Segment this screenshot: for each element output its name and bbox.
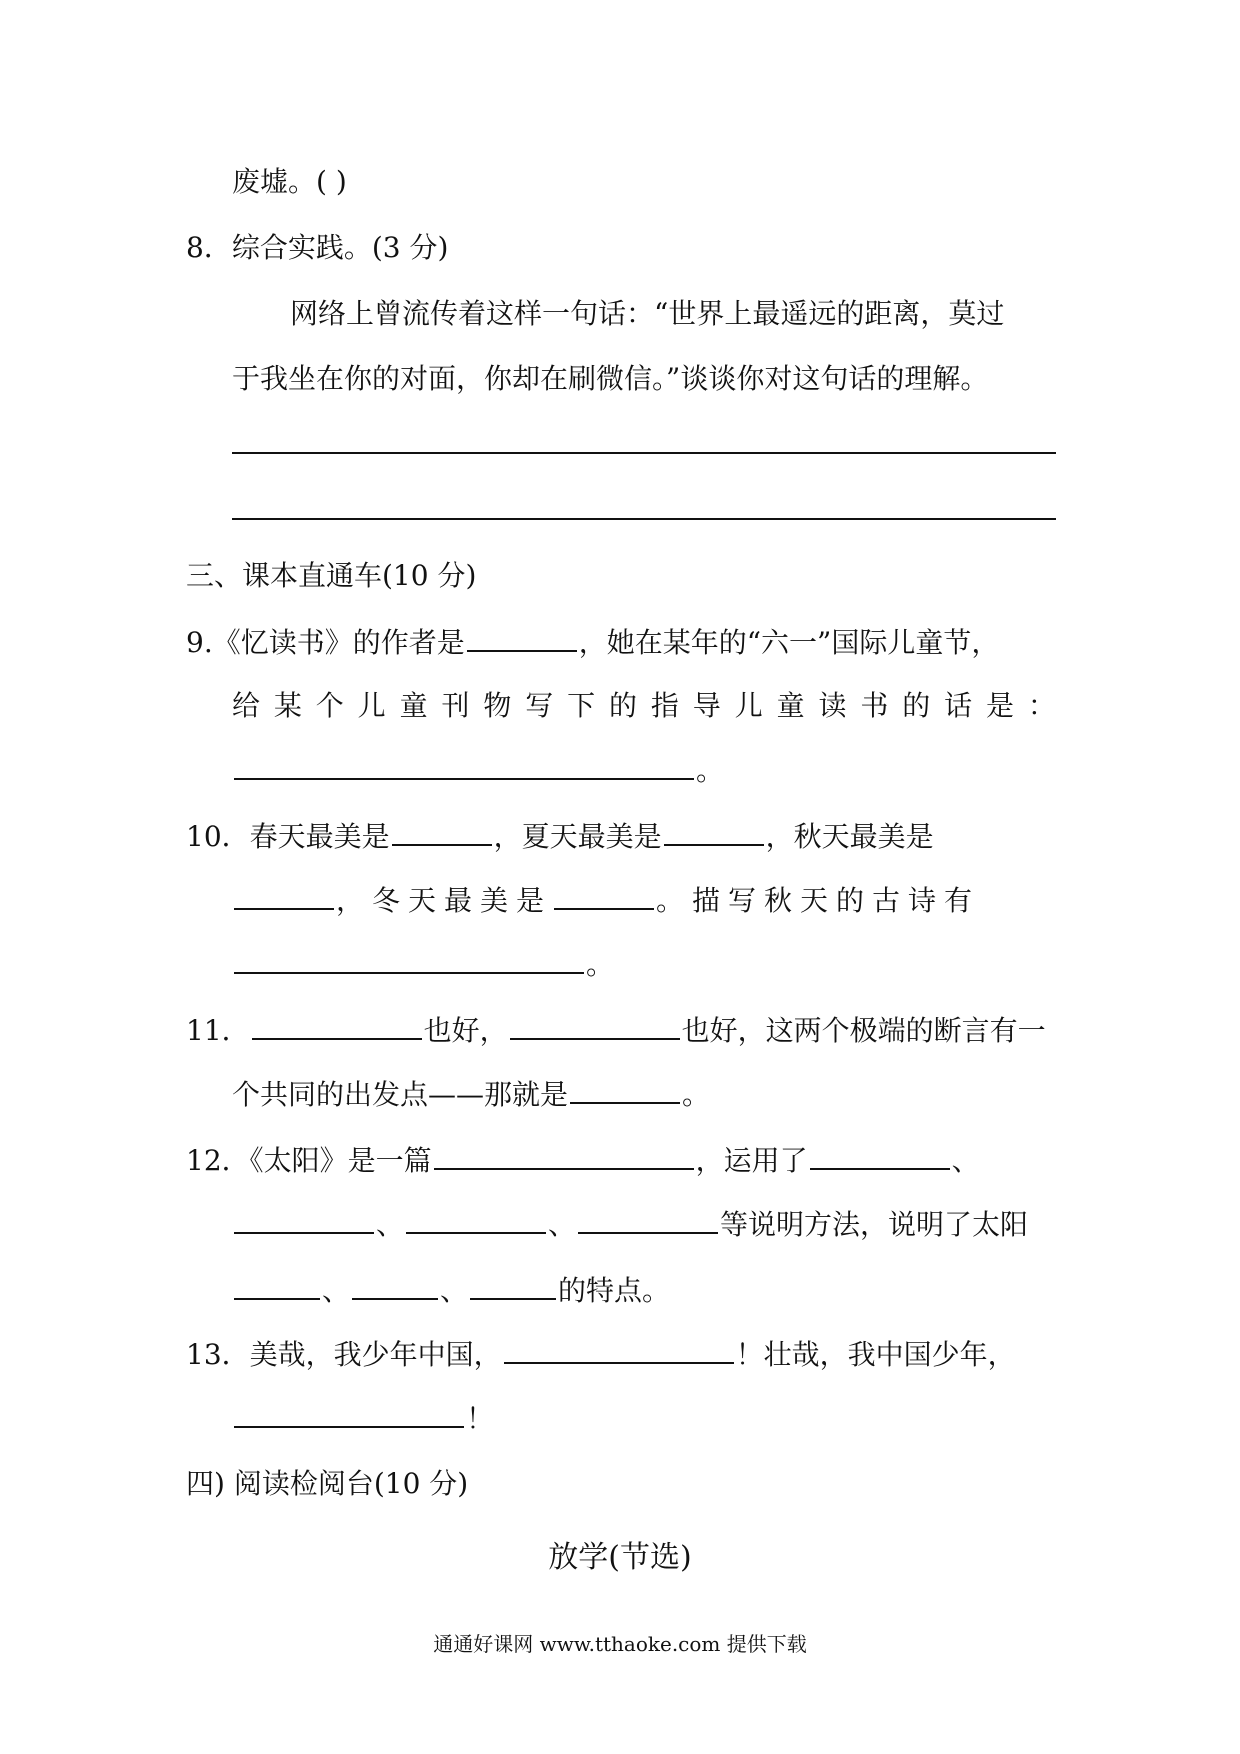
q9-line2-char: 读 xyxy=(818,689,847,722)
q13-text-a: 13．美哉，我少年中国， xyxy=(186,1338,502,1371)
q12-blank-feature-1[interactable] xyxy=(234,1270,320,1300)
q11-end: 。 xyxy=(682,1078,711,1111)
q13-text-b: ！壮哉，我中国少年， xyxy=(735,1338,1016,1371)
q10-line1 xyxy=(186,816,934,857)
q9-line2-char: 童 xyxy=(776,689,805,722)
q9-end: 。 xyxy=(696,754,725,787)
q9-line3 xyxy=(232,750,724,791)
q12-line1 xyxy=(186,1140,980,1181)
q9-line2-char: 给 xyxy=(232,689,261,722)
q9-text-b: ，她在某年的“六一”国际儿童节， xyxy=(578,626,1000,659)
footer-credit: 通通好课网 www.tthaoke.com 提供下载 xyxy=(433,1632,807,1656)
q9-line2-char: 个 xyxy=(315,689,344,722)
q9-line2-char: 书 xyxy=(860,689,889,722)
q8-text-line1: 网络上曾流传着这样一句话：“世界上最遥远的距离，莫过 xyxy=(290,297,1005,330)
q9-line2-char: 刊 xyxy=(441,689,470,722)
q9-line2-char: ： xyxy=(1027,689,1056,722)
section-4-heading: 四) 阅读检阅台(10 分) xyxy=(186,1467,469,1500)
q12-blank-method-1[interactable] xyxy=(810,1140,950,1170)
q9-line2-char: 导 xyxy=(692,689,721,722)
q10-blank-poem[interactable] xyxy=(234,944,584,974)
q11-text-c: 也好，这两个极端的断言有一 xyxy=(681,1014,1046,1047)
q12-blank-feature-2[interactable] xyxy=(352,1270,438,1300)
q11-blank-3[interactable] xyxy=(570,1074,680,1104)
q10-text-a: 10．春天最美是 xyxy=(186,820,390,853)
q12-text-g: 、 xyxy=(322,1274,351,1307)
passage-title: 放学(节选) xyxy=(548,1540,692,1575)
q12-text-f: 等说明方法，说明了太阳 xyxy=(720,1208,1029,1241)
section-3-heading: 三、课本直通车(10 分) xyxy=(186,559,477,592)
q13-line2 xyxy=(232,1398,494,1439)
q9-line2-char: 的 xyxy=(902,689,931,722)
q11-text-b: 也好， xyxy=(423,1014,508,1047)
q9-line1 xyxy=(186,622,999,663)
q9-line2-char: 儿 xyxy=(357,689,386,722)
answer-rule-1[interactable] xyxy=(232,452,1056,454)
q11-line1 xyxy=(186,1010,1046,1051)
q12-text-h: 、 xyxy=(440,1274,469,1307)
q11-text-d: 个共同的出发点——那就是 xyxy=(232,1078,569,1111)
q9-line2 xyxy=(232,686,1056,726)
q10-text-e: 。描写秋天的古诗有 xyxy=(656,884,981,917)
q9-line2-char: 话 xyxy=(944,689,973,722)
q13-blank-2[interactable] xyxy=(234,1398,464,1428)
q10-end: 。 xyxy=(586,948,615,981)
q11-line2 xyxy=(232,1074,710,1115)
q12-text-i: 的特点。 xyxy=(558,1274,671,1307)
q12-blank-feature-3[interactable] xyxy=(470,1270,556,1300)
q10-text-b: ，夏天最美是 xyxy=(493,820,662,853)
q8-text-line2: 于我坐在你的对面，你却在刷微信。”谈谈你对这句话的理解。 xyxy=(232,362,989,395)
q9-text-a: 9.《忆读书》的作者是 xyxy=(186,626,465,659)
q10-line2 xyxy=(232,880,980,921)
q12-text-d: 、 xyxy=(376,1208,405,1241)
q12-text-e: 、 xyxy=(548,1208,577,1241)
q11-blank-1[interactable] xyxy=(252,1010,422,1040)
q10-blank-autumn[interactable] xyxy=(234,880,334,910)
q12-blank-method-2[interactable] xyxy=(234,1204,374,1234)
q7-tail: 废墟。( ) xyxy=(232,165,347,198)
q9-line2-char: 的 xyxy=(609,689,638,722)
q9-line2-char: 某 xyxy=(273,689,302,722)
q12-line2 xyxy=(232,1204,1028,1245)
q12-blank-genre[interactable] xyxy=(434,1140,694,1170)
q9-blank-author[interactable] xyxy=(467,622,577,652)
q10-text-c: ，秋天最美是 xyxy=(765,820,934,853)
q9-blank-quote[interactable] xyxy=(234,750,694,780)
q10-blank-spring[interactable] xyxy=(392,816,492,846)
q10-line3 xyxy=(232,944,614,985)
q13-end: ！ xyxy=(466,1402,495,1435)
answer-rule-2[interactable] xyxy=(232,518,1056,520)
q12-text-a: 12．《太阳》是一篇 xyxy=(186,1144,432,1177)
q9-line2-char: 指 xyxy=(650,689,679,722)
q11-blank-2[interactable] xyxy=(510,1010,680,1040)
q12-text-b: ，运用了 xyxy=(695,1144,808,1177)
q10-text-d: ，冬天最美是 xyxy=(336,884,553,917)
q12-blank-method-4[interactable] xyxy=(578,1204,718,1234)
q9-line2-char: 童 xyxy=(399,689,428,722)
q9-line2-char: 物 xyxy=(483,689,512,722)
q13-blank-1[interactable] xyxy=(504,1334,734,1364)
q10-blank-summer[interactable] xyxy=(664,816,764,846)
q9-line2-char: 下 xyxy=(567,689,596,722)
q9-line2-char: 是 xyxy=(986,689,1015,722)
q8-label: 8．综合实践。(3 分) xyxy=(186,231,449,264)
q12-blank-method-3[interactable] xyxy=(406,1204,546,1234)
q13-line1 xyxy=(186,1334,1016,1375)
q11-text-a: 11． xyxy=(186,1014,250,1047)
q10-blank-winter[interactable] xyxy=(554,880,654,910)
q12-text-c: 、 xyxy=(951,1144,980,1177)
q12-line3 xyxy=(232,1270,670,1311)
q9-line2-char: 儿 xyxy=(734,689,763,722)
q9-line2-char: 写 xyxy=(525,689,554,722)
